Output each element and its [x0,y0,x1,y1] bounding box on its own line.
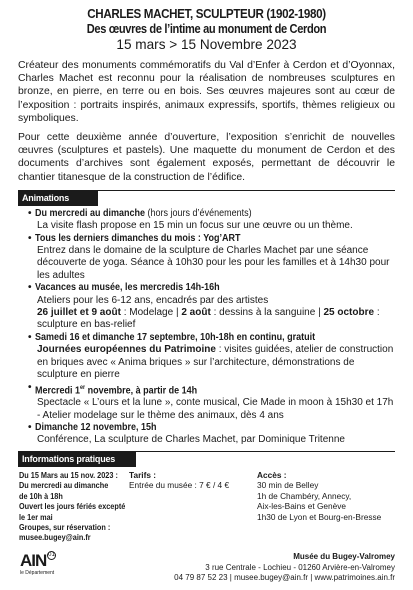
item-heading-suffix: (hors jours d’événements) [145,207,252,219]
access-line: 1h de Chambéry, Annecy, [257,490,352,501]
info-line: Du 15 Mars au 15 nov. 2023 : [19,469,118,480]
exhibition-title: CHARLES MACHET, SCULPTEUR (1902-1980) [87,6,326,21]
info-line: le 1er mai [19,511,53,522]
item-heading [35,382,359,398]
info-line: Groupes, sur réservation : [19,521,111,532]
bullet: • [28,282,32,294]
exhibition-flyer [18,6,395,543]
workshop-dates [35,307,395,319]
info-line: Ouvert les jours fériés excepté [19,501,126,512]
museum-contact-line[interactable]: 04 79 87 52 23 | musee.bugey@ain.fr | www.patrimoines.ain.fr [174,573,395,583]
workshop-date: 25 octobre [323,307,375,319]
heading-superscript: er [80,384,86,391]
info-line: Du mercredi au dimanche [19,480,109,491]
logo-mark: 01 [48,552,55,558]
logo-subtitle: le Département [20,570,55,576]
exhibition-subtitle: Des œuvres de l’intime au monument de Cerdon [86,22,327,36]
item-heading: Du mercredi au dimanche [35,207,146,219]
bullet: • [28,422,32,434]
bullet: • [28,331,32,343]
list-item [28,422,395,447]
info-label: Informations pratiques [18,452,136,467]
bullet: • [28,207,32,219]
pricing-text: Entrée du musée : 7 € / 4 € [129,480,230,491]
ain-department-logo [20,552,60,586]
item-text: Entrez dans le domaine de la sculpture de Charles Machet par une séance découverte de yoga. Séance à 10h30 pour les pour les familles et à 14h30 pour les adultes [37,245,390,281]
access-line: 30 min de Belley [257,480,319,491]
item-heading: Dimanche 12 novembre, 15h [35,422,157,434]
pricing [121,470,257,543]
item-text: Spectacle « L’ours et la lune », conte musical, Cie Made in moon à 15h30 et 17h - Atelier modelage sur le thème des animaux, dès 4 ans [37,397,394,421]
bullet: • [28,381,32,393]
access-line: 1h30 de Lyon et Bourg-en-Bresse [257,511,382,522]
intro-paragraph-1: Créateur des monuments commémoratifs du Val d’Enfer à Cerdon et d’Oyonnax, Charles Machet est reconnu pour la réalisation de nombreuses sculptures en bronze, en pierre, en terre ou en bois. Ses œuvres majeures sont au cœur de l’exposition : portraits inspirés, animaux expressifs, sportifs, thèmes religieux ou symboliques. [18,60,395,124]
footer [18,552,395,584]
event-name: Journées européennes du Patrimoine [37,344,216,356]
intro-paragraph-2: Pour cette deuxième année d’ouverture, l’exposition s’enrichit de nouvelles œuvres (sculptures et pastels). Une maquette du monument de Cerdon et des documents d’archives sont également exposés, permettant de découvrir le chantier titanesque de la construction de l’édifice. [18,132,395,183]
event-description: : visites guidées, atelier de construction en briques avec « Anima briques » sur l’architecture, démonstrations de sculpture en pierre [37,344,394,381]
workshop-topic: : dessins à la sanguine | [210,307,324,319]
item-heading: Samedi 16 et dimanche 17 septembre, 10h-18h en continu, gratuit [35,331,316,343]
logo-text: AIN [20,551,47,570]
list-item [28,382,395,423]
access-label: Accès : [257,469,287,480]
group-email[interactable]: musee.bugey@ain.fr [19,532,91,543]
workshop-date: 2 août [181,307,211,319]
item-text: sculpture en bas-relief [37,319,136,331]
workshop-topic: : [374,307,380,319]
intro-text [18,59,395,184]
item-text: Ateliers pour les 6-12 ans, encadrés par des artistes [37,294,269,306]
list-item [28,282,395,332]
animations-label: Animations [18,191,98,206]
item-text: Conférence, La sculpture de Charles Machet, par Dominique Tritenne [37,434,345,446]
item-text [35,344,395,381]
animations-list [18,206,395,451]
museum-address: 3 rue Centrale - Lochieu - 01260 Arvière-en-Valromey [205,562,395,572]
item-heading: Vacances au musée, les mercredis 14h-16h [35,282,220,294]
opening-hours [18,469,126,543]
list-item [28,332,395,382]
pricing-label: Tarifs : [129,469,157,480]
heading-part: Mercredi 1 [35,384,81,396]
workshop-topic: : Modelage | [120,307,182,319]
list-item [28,233,395,283]
item-text: La visite flash propose en 15 min un focus sur une œuvre ou un thème. [37,220,353,232]
heading-part: novembre, à partir de 14h [85,384,198,396]
workshop-date: 26 juillet et 9 août [37,307,121,319]
access-line: Aix-les-Bains et Genève [257,501,347,512]
item-heading: Tous les derniers dimanches du mois : Yog’ART [35,232,241,244]
bullet: • [28,232,32,244]
list-item [28,208,395,233]
title-block [18,6,395,53]
info-line: de 10h à 18h [19,490,63,501]
access [257,470,395,543]
museum-contact [174,552,395,584]
museum-name: Musée du Bugey-Valromey [293,552,395,561]
exhibition-dates: 15 mars > 15 Novembre 2023 [116,37,297,52]
practical-info [18,470,395,543]
